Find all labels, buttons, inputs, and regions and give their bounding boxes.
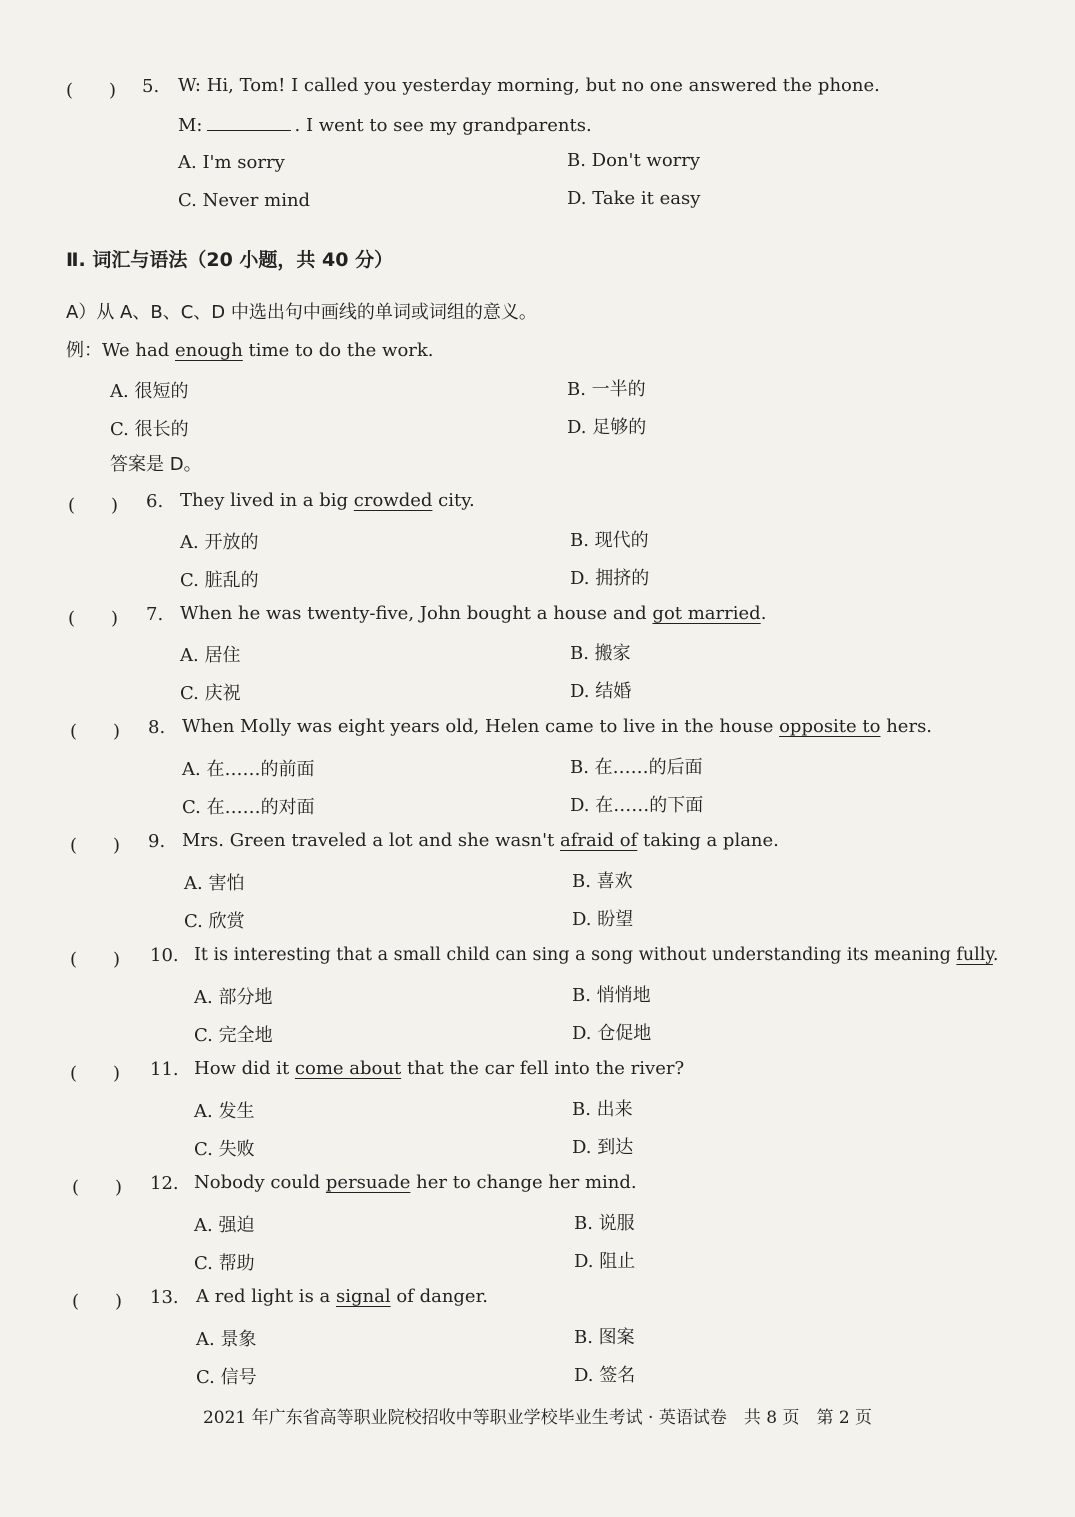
option-d: D. 盼望 (572, 909, 634, 930)
stem-pre: When he was twenty-five, John bought a house and (180, 603, 647, 624)
question-number: 10. (150, 945, 179, 966)
stem-post: of danger. (396, 1286, 488, 1307)
option-a: A. 景象 (196, 1329, 257, 1350)
option-d: D. 阻止 (574, 1251, 636, 1272)
question-number: 6. (146, 491, 164, 512)
section-title: Ⅱ. 词汇与语法（20 小题，共 40 分） (66, 249, 394, 271)
option-d: D. Take it easy (567, 188, 701, 209)
option-c: C. Never mind (178, 190, 311, 211)
underlined-word: crowded (353, 490, 433, 511)
q5-line2-text: . I went to see my grandparents. (294, 115, 592, 136)
answer-paren: ( ) (72, 1177, 123, 1198)
option-a: A. 在……的前面 (182, 759, 315, 780)
underlined-word: signal (336, 1286, 391, 1307)
question-stem (180, 489, 475, 513)
question-number: 5. (142, 76, 160, 97)
stem-post: . (992, 945, 999, 965)
stem-pre: It is interesting that a small child can sing a song without understanding its meaning (194, 945, 951, 965)
example-answer: 答案是 D。 (110, 454, 202, 475)
answer-paren: ( ) (68, 495, 119, 516)
option-b: B. Don't worry (567, 150, 701, 171)
answer-paren: ( ) (70, 1063, 121, 1084)
question-stem (196, 1285, 488, 1309)
option-a: A. I'm sorry (178, 152, 285, 173)
underlined-word: persuade (325, 1172, 411, 1193)
option-c: C. 失败 (194, 1139, 255, 1160)
underlined-word: afraid of (560, 830, 638, 851)
question-stem (182, 829, 779, 853)
question-number: 12. (150, 1173, 179, 1194)
stem-post: . (760, 603, 767, 624)
example-prefix: 例：We had (66, 340, 170, 361)
stem-post: that the car fell into the river? (406, 1058, 685, 1079)
option-d: D. 拥挤的 (570, 568, 650, 589)
option-b: B. 一半的 (567, 379, 646, 400)
q5-line1: W: Hi, Tom! I called you yesterday morning, but no one answered the phone. (178, 75, 880, 96)
option-b: B. 现代的 (570, 530, 649, 551)
option-d: D. 结婚 (570, 681, 632, 702)
option-d: D. 足够的 (567, 417, 647, 438)
underlined-word: come about (294, 1058, 402, 1079)
option-b: B. 说服 (574, 1213, 635, 1234)
option-c: C. 帮助 (194, 1253, 255, 1274)
stem-pre: Mrs. Green traveled a lot and she wasn't (182, 830, 555, 851)
stem-pre: A red light is a (196, 1286, 331, 1307)
option-a: A. 强迫 (194, 1215, 255, 1236)
option-d: D. 到达 (572, 1137, 634, 1158)
option-c: C. 庆祝 (180, 683, 241, 704)
underlined-word: enough (175, 340, 243, 361)
option-a: A. 居住 (180, 645, 241, 666)
option-d: D. 在……的下面 (570, 795, 704, 816)
question-stem (194, 1171, 637, 1195)
option-d: D. 签名 (574, 1365, 636, 1386)
option-c: C. 很长的 (110, 419, 189, 440)
option-a: A. 部分地 (194, 987, 273, 1008)
option-b: B. 搬家 (570, 643, 631, 664)
option-a: A. 害怕 (184, 873, 245, 894)
option-a: A. 很短的 (110, 381, 189, 402)
option-a: A. 发生 (194, 1101, 255, 1122)
option-b: B. 图案 (574, 1327, 635, 1348)
stem-post: city. (438, 490, 475, 511)
stem-post: hers. (886, 716, 933, 737)
option-b: B. 悄悄地 (572, 985, 651, 1006)
answer-blank (207, 114, 291, 131)
option-b: B. 在……的后面 (570, 757, 703, 778)
option-a: A. 开放的 (180, 532, 259, 553)
question-number: 7. (146, 604, 164, 625)
example-sentence (66, 339, 434, 363)
example-suffix: time to do the work. (248, 340, 434, 361)
stem-post: taking a plane. (643, 830, 779, 851)
underlined-word: fully (956, 945, 993, 965)
answer-paren: ( ) (70, 835, 121, 856)
question-number: 11. (150, 1059, 179, 1080)
page-footer: 2021 年广东省高等职业院校招收中等职业学校毕业生考试 · 英语试卷 共 8 页 第 2 页 (202, 1408, 873, 1428)
answer-paren: ( ) (68, 608, 119, 629)
underlined-word: got married (652, 603, 761, 624)
stem-pre: When Molly was eight years old, Helen came to live in the house (182, 716, 774, 737)
option-c: C. 信号 (196, 1367, 257, 1388)
stem-pre: They lived in a big (180, 490, 349, 511)
q5-line2 (178, 114, 592, 138)
option-c: C. 完全地 (194, 1025, 273, 1046)
answer-paren: ( ) (70, 949, 121, 970)
question-number: 8. (148, 717, 166, 738)
q5-speaker: M: (178, 115, 203, 136)
question-stem (194, 1057, 684, 1081)
option-c: C. 欣赏 (184, 911, 245, 932)
answer-paren: ( ) (72, 1291, 123, 1312)
question-stem (180, 602, 766, 626)
stem-post: her to change her mind. (416, 1172, 637, 1193)
option-c: C. 脏乱的 (180, 570, 259, 591)
question-number: 13. (150, 1287, 179, 1308)
option-d: D. 仓促地 (572, 1023, 652, 1044)
answer-paren: ( ) (70, 721, 121, 742)
stem-pre: How did it (194, 1058, 290, 1079)
stem-pre: Nobody could (194, 1172, 321, 1193)
part-a-instruction: A）从 A、B、C、D 中选出句中画线的单词或词组的意义。 (66, 302, 537, 323)
option-b: B. 喜欢 (572, 871, 633, 892)
option-b: B. 出来 (572, 1099, 633, 1120)
question-stem (182, 715, 932, 739)
underlined-word: opposite to (779, 716, 881, 737)
question-number: 9. (148, 831, 166, 852)
question-stem (194, 943, 999, 967)
option-c: C. 在……的对面 (182, 797, 315, 818)
answer-paren: ( ) (66, 80, 117, 101)
